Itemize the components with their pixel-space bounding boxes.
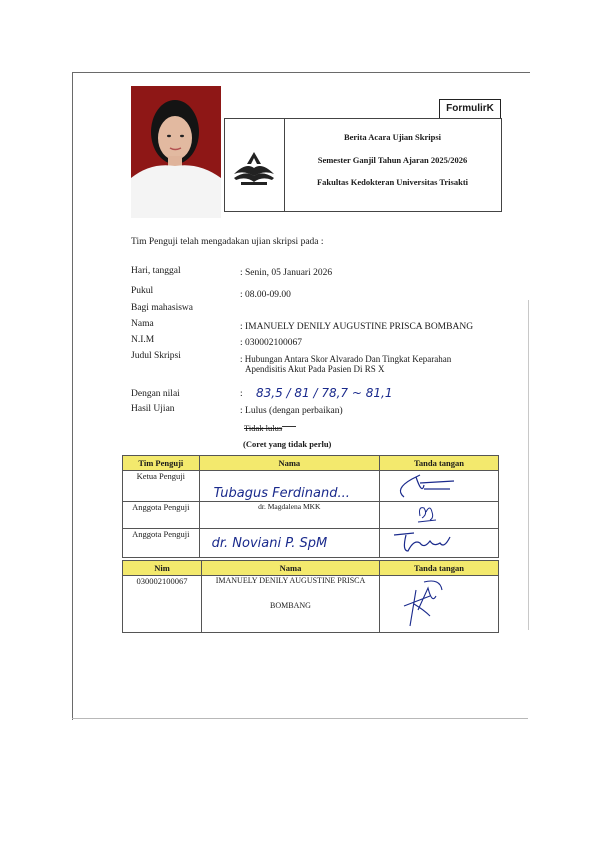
examiner-role: Ketua Penguji (123, 471, 200, 502)
student-photo (131, 86, 221, 218)
table-row (123, 471, 499, 502)
document-border-top (72, 72, 530, 73)
coret-note: (Coret yang tidak perlu) (243, 439, 332, 449)
examiner-name: dr. Magdalena MKK (199, 502, 379, 529)
examiner-role: Anggota Penguji (123, 529, 200, 558)
header-title: Berita Acara Ujian Skripsi (343, 132, 442, 142)
table-row (123, 502, 499, 529)
table-row (123, 529, 499, 558)
pukul-label: Pukul (131, 286, 154, 296)
document-border-left (72, 72, 73, 720)
student-nim: 030002100067 (123, 576, 202, 633)
nilai-label: Dengan nilai (131, 389, 180, 399)
judul-value-line2: Apendisitis Akut Pada Pasien Di RS X (245, 364, 385, 374)
examiner-table (122, 455, 499, 558)
document-border-bottom (72, 718, 528, 719)
signature-student (384, 576, 494, 630)
student-table (122, 560, 499, 633)
nama-label: Nama (131, 319, 154, 329)
table-row (123, 576, 499, 633)
hasil-label: Hasil Ujian (131, 404, 175, 414)
hari-label: Hari, tanggal (131, 266, 181, 276)
student-col-signature: Tanda tangan (380, 561, 499, 576)
signature-cell (380, 576, 499, 633)
university-logo (224, 118, 285, 212)
examiner-col-role: Tim Penguji (123, 456, 200, 471)
student-col-nim: Nim (123, 561, 202, 576)
signature-3 (384, 529, 494, 555)
examiner-role: Anggota Penguji (123, 502, 200, 529)
header-faculty: Fakultas Kedokteran Universitas Trisakti (316, 177, 469, 187)
tidak-lulus-struck: Tidak lulus (244, 423, 283, 433)
student-col-name: Nama (201, 561, 379, 576)
intro-text: Tim Penguji telah mengadakan ujian skripsi pada : (131, 237, 324, 247)
form-code-badge: FormulirK (439, 99, 501, 119)
nim-label: N.I.M (131, 335, 155, 345)
student-name-line1: IMANUELY DENILY AUGUSTINE PRISCA (215, 576, 366, 585)
document-border-right (528, 300, 529, 630)
examiner-name-handwritten: Tubagus Ferdinand... (213, 486, 350, 501)
examiner-col-name: Nama (199, 456, 379, 471)
examiner-name-handwritten: dr. Noviani P. SpM (211, 535, 328, 551)
strike-extension (282, 426, 296, 427)
signature-2 (384, 502, 494, 526)
pukul-value: : 08.00-09.00 (240, 290, 291, 300)
bagi-mahasiswa-label: Bagi mahasiswa (131, 303, 194, 313)
judul-label: Judul Skripsi (131, 351, 181, 361)
signature-1 (384, 471, 494, 499)
nama-value: : IMANUELY DENILY AUGUSTINE PRISCA BOMBANG (240, 322, 474, 332)
hasil-value: : Lulus (dengan perbaikan) (240, 406, 343, 416)
nilai-colon: : (240, 389, 243, 399)
header-semester: Semester Ganjil Tahun Ajaran 2025/2026 (317, 155, 468, 165)
signature-cell (380, 502, 499, 529)
signature-cell (380, 529, 499, 558)
examiner-col-signature: Tanda tangan (380, 456, 499, 471)
judul-value-line1: : Hubungan Antara Skor Alvarado Dan Tingkat Keparahan (240, 354, 452, 364)
nilai-handwritten-value: 83,5 / 81 / 78,7 ~ 81,1 (256, 386, 393, 400)
signature-cell (380, 471, 499, 502)
hari-value: : Senin, 05 Januari 2026 (240, 268, 333, 278)
student-name-line2: BOMBANG (270, 601, 311, 610)
nim-value: : 030002100067 (240, 338, 303, 348)
